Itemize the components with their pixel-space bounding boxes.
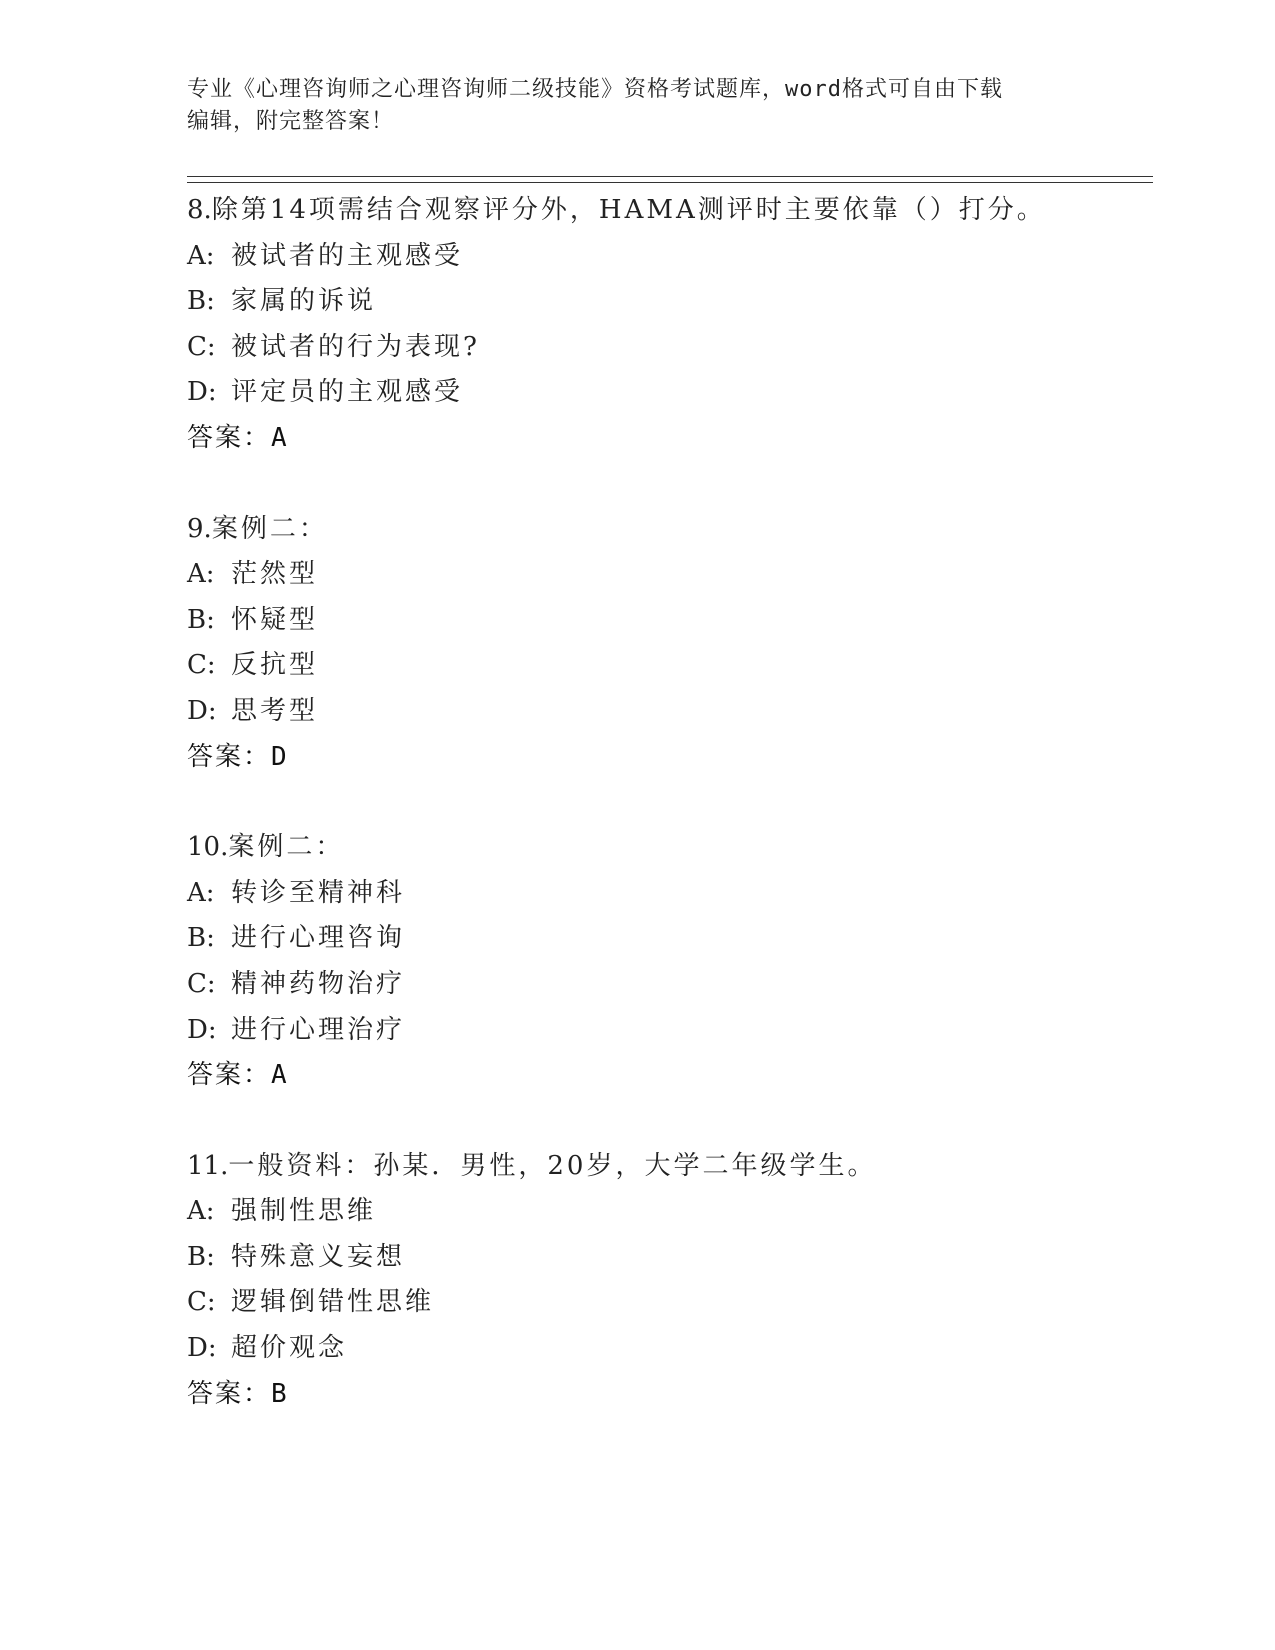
answer-value: A	[271, 1060, 289, 1091]
option-text: 被试者的主观感受	[231, 240, 464, 271]
option-c	[187, 643, 1147, 689]
option-key: D:	[187, 1333, 217, 1364]
option-text: 逻辑倒错性思维	[231, 1287, 435, 1318]
question-text: 除第14项需结合观察评分外，HAMA测评时主要依靠（）打分。	[211, 195, 1046, 225]
question-item	[187, 825, 1147, 1099]
question-text: 一般资料：孙某．男性，20岁，大学二年级学生。	[228, 1150, 877, 1181]
option-a	[187, 1189, 1147, 1235]
answer-value: B	[271, 1378, 289, 1409]
option-key: C:	[187, 1287, 216, 1318]
option-text: 转诊至精神科	[231, 877, 406, 908]
option-key: D:	[187, 695, 217, 726]
question-stem	[187, 507, 1147, 553]
option-a	[187, 871, 1147, 917]
option-c	[187, 1280, 1147, 1326]
answer-line	[187, 1372, 1147, 1418]
option-b	[187, 916, 1147, 962]
answer-line	[187, 735, 1147, 781]
answer-label: 答案：	[187, 1378, 272, 1409]
option-text: 被试者的行为表现?	[231, 331, 480, 362]
option-key: C:	[187, 650, 216, 681]
option-text: 怀疑型	[231, 604, 319, 635]
question-text: 案例二：	[228, 832, 345, 863]
option-b	[187, 598, 1147, 644]
option-key: B:	[187, 1241, 215, 1272]
option-text: 进行心理咨询	[231, 923, 406, 954]
option-key: A:	[187, 1196, 215, 1227]
option-key: A:	[187, 240, 215, 271]
option-key: B:	[187, 286, 215, 317]
question-item	[187, 188, 1147, 462]
option-text: 思考型	[231, 695, 319, 726]
header-divider-top	[187, 176, 1153, 177]
option-key: A:	[187, 877, 215, 908]
question-stem	[187, 188, 1147, 234]
option-b	[187, 1235, 1147, 1281]
option-a	[187, 552, 1147, 598]
question-stem	[187, 825, 1147, 871]
question-stem	[187, 1144, 1147, 1190]
answer-label: 答案：	[187, 422, 272, 453]
option-d	[187, 370, 1147, 416]
option-text: 茫然型	[231, 559, 319, 590]
question-text: 案例二：	[211, 513, 328, 544]
answer-value: D	[271, 741, 289, 772]
option-b	[187, 279, 1147, 325]
option-c	[187, 962, 1147, 1008]
option-text: 家属的诉说	[231, 286, 377, 317]
option-key: D:	[187, 377, 217, 408]
document-header	[187, 74, 1067, 138]
option-key: B:	[187, 923, 215, 954]
option-text: 超价观念	[231, 1333, 348, 1364]
answer-label: 答案：	[187, 741, 272, 772]
option-text: 强制性思维	[231, 1196, 377, 1227]
question-number: 11.	[187, 1150, 229, 1181]
question-number: 8.	[187, 195, 212, 225]
option-key: B:	[187, 604, 215, 635]
option-key: C:	[187, 968, 216, 999]
answer-line	[187, 1053, 1147, 1099]
answer-label: 答案：	[187, 1060, 272, 1091]
option-a	[187, 234, 1147, 280]
option-text: 评定员的主观感受	[231, 377, 464, 408]
option-d	[187, 1326, 1147, 1372]
question-list	[187, 188, 1147, 1462]
option-text: 进行心理治疗	[231, 1014, 406, 1045]
answer-line	[187, 416, 1147, 462]
option-c	[187, 325, 1147, 371]
option-d	[187, 1008, 1147, 1054]
option-text: 精神药物治疗	[231, 968, 406, 999]
question-number: 9.	[187, 513, 212, 544]
header-line-1: 专业《心理咨询师之心理咨询师二级技能》资格考试题库，word格式可自由下载	[187, 77, 1003, 102]
option-text: 反抗型	[231, 650, 319, 681]
option-key: C:	[187, 331, 216, 362]
header-line-2: 编辑，附完整答案！	[187, 109, 395, 134]
question-item	[187, 1144, 1147, 1418]
option-key: D:	[187, 1014, 217, 1045]
option-text: 特殊意义妄想	[231, 1241, 406, 1272]
option-key: A:	[187, 559, 215, 590]
question-item	[187, 507, 1147, 781]
header-divider-bottom	[187, 182, 1153, 183]
answer-value: A	[271, 422, 289, 453]
option-d	[187, 689, 1147, 735]
question-number: 10.	[187, 832, 229, 863]
